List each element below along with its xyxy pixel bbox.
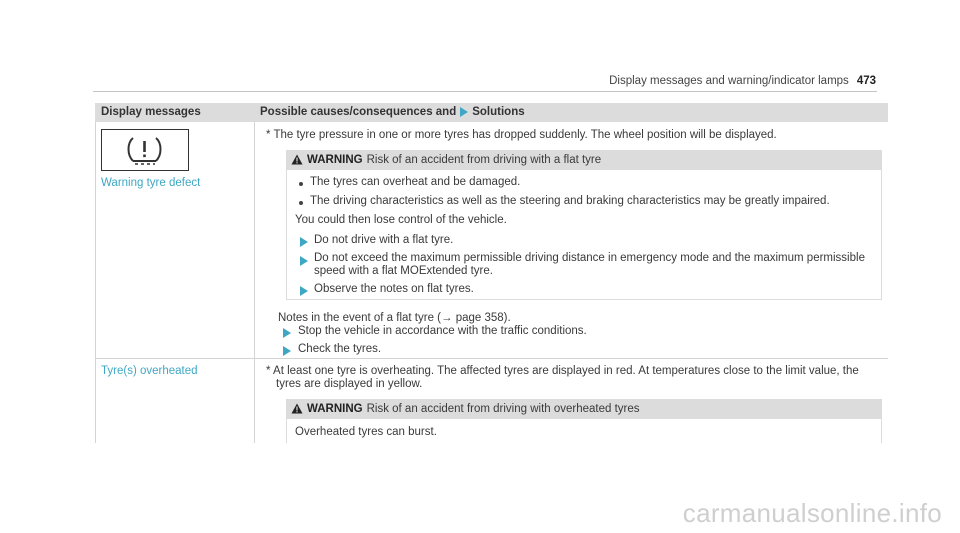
solution-step-1: Stop the vehicle in accordance with the traffic conditions. bbox=[298, 325, 587, 337]
header-divider bbox=[93, 91, 877, 92]
bullet-dot bbox=[299, 201, 303, 205]
warning-header bbox=[287, 400, 881, 419]
warning-step-3: Observe the notes on flat tyres. bbox=[314, 283, 474, 295]
message-warning-tyre-defect: Warning tyre defect bbox=[101, 177, 201, 189]
solution-step-2: Check the tyres. bbox=[298, 343, 382, 355]
display-messages-table bbox=[95, 103, 888, 443]
table-header bbox=[95, 103, 888, 122]
warning-header-text bbox=[291, 403, 640, 415]
col-header-display-messages: Display messages bbox=[101, 106, 201, 118]
col-header-causes-text: Possible causes/consequences and bbox=[260, 106, 457, 118]
warning-text: Overheated tyres can burst. bbox=[295, 426, 437, 438]
notes-link[interactable]: Notes in the event of a flat tyre (→ page 358). bbox=[278, 312, 511, 324]
table-left-border bbox=[95, 122, 96, 443]
warning-box-flat-tyre bbox=[286, 150, 882, 300]
warning-header-text bbox=[291, 154, 601, 166]
step-arrow-icon bbox=[283, 328, 291, 338]
warning-box-overheated bbox=[286, 399, 882, 443]
step-arrow-icon bbox=[300, 237, 308, 247]
row-divider bbox=[95, 358, 888, 359]
play-arrow-icon bbox=[460, 107, 468, 117]
column-divider bbox=[254, 122, 255, 443]
bullet-dot bbox=[299, 182, 303, 186]
warning-title: Risk of an accident from driving with overheated tyres bbox=[366, 403, 640, 415]
warning-header bbox=[287, 151, 881, 170]
header-title bbox=[609, 75, 876, 87]
col-header-solutions-text: Solutions bbox=[472, 106, 525, 118]
step-arrow-icon bbox=[300, 256, 308, 266]
warning-step-1: Do not drive with a flat tyre. bbox=[314, 234, 454, 246]
warning-text: You could then lose control of the vehicle. bbox=[295, 214, 507, 226]
warning-step-2-cont: speed with a flat MOExtended tyre. bbox=[314, 265, 493, 277]
warning-triangle-icon bbox=[291, 403, 303, 414]
cause-text-line2: tyres are displayed in yellow. bbox=[276, 378, 423, 390]
warning-bullet-2: The driving characteristics as well as the steering and braking characteristics may be greatly impaired. bbox=[310, 195, 830, 207]
cause-text-line1: * At least one tyre is overheating. The affected tyres are displayed in red. At temperatures close to the limit value, the bbox=[266, 365, 859, 377]
step-arrow-icon bbox=[300, 286, 308, 296]
col-header-causes bbox=[260, 106, 525, 118]
message-tyres-overheated: Tyre(s) overheated bbox=[101, 365, 198, 377]
step-arrow-icon bbox=[283, 346, 291, 356]
warning-step-2: Do not exceed the maximum permissible driving distance in emergency mode and the maximum permissible bbox=[314, 252, 865, 264]
warning-title: Risk of an accident from driving with a flat tyre bbox=[366, 154, 602, 166]
tyre-pressure-warning-icon bbox=[101, 129, 189, 171]
warning-bullet-1: The tyres can overheat and be damaged. bbox=[310, 176, 521, 188]
watermark: carmanualsonline.info bbox=[682, 498, 942, 528]
page-number: 473 bbox=[856, 75, 876, 87]
warning-triangle-icon bbox=[291, 154, 303, 165]
warning-label: WARNING bbox=[307, 403, 363, 415]
header-title-text: Display messages and warning/indicator lamps bbox=[609, 75, 849, 87]
warning-label: WARNING bbox=[307, 154, 363, 166]
cause-text: * The tyre pressure in one or more tyres has dropped suddenly. The wheel position will be displayed. bbox=[266, 129, 777, 141]
